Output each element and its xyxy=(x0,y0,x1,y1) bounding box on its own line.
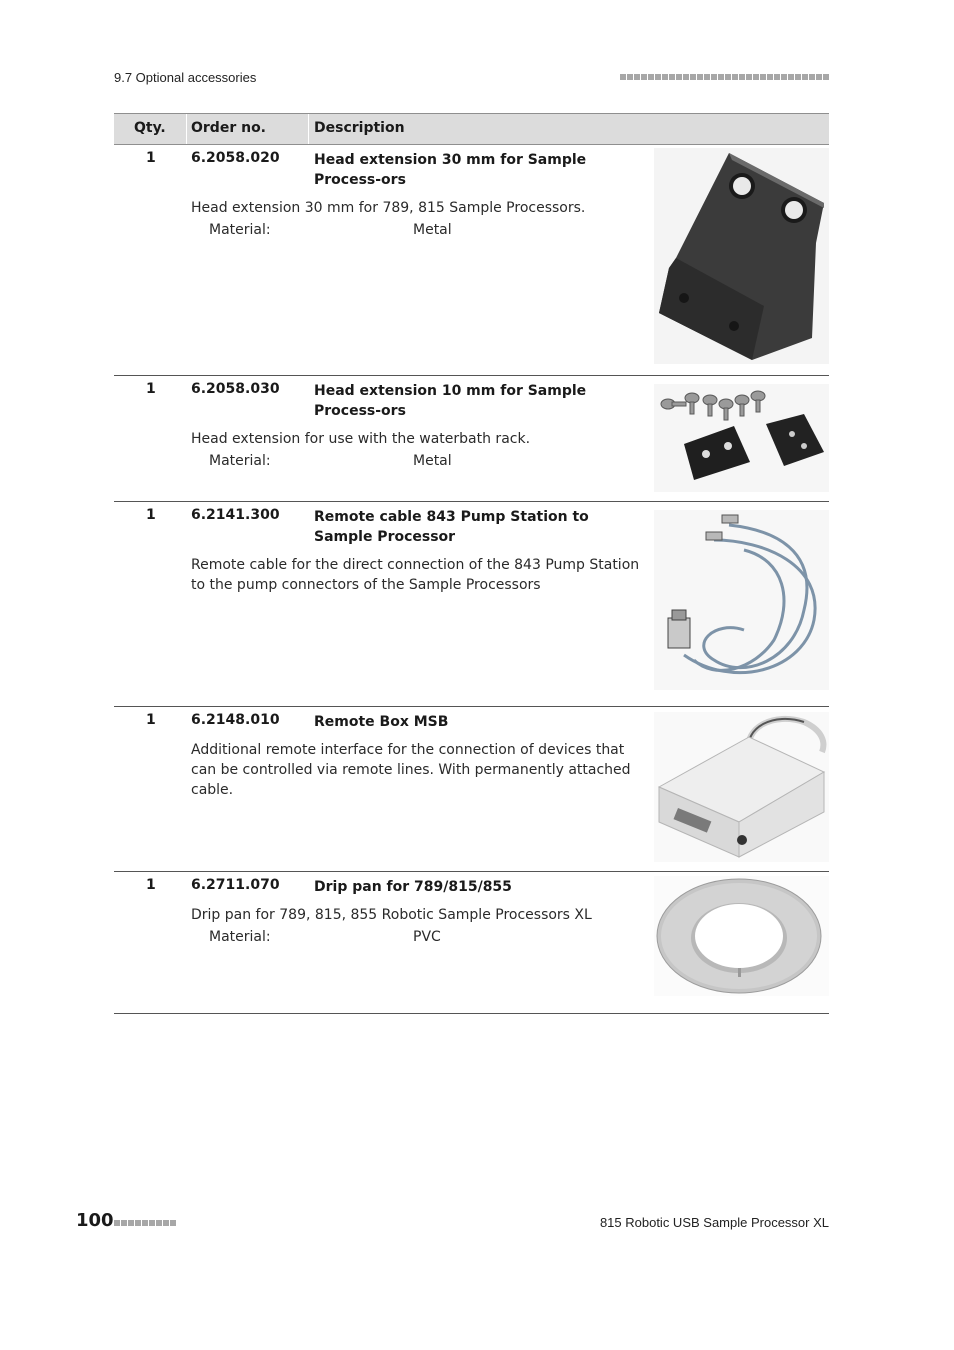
remote-cable-image xyxy=(654,510,829,690)
accessories-table xyxy=(114,113,829,1014)
row-order-no: 6.2058.020 xyxy=(191,150,280,166)
row-order-no: 6.2141.300 xyxy=(191,507,280,523)
row-qty: 1 xyxy=(146,507,156,523)
row-material-value: Metal xyxy=(413,453,452,469)
row-material-label: Material: xyxy=(209,453,271,469)
row-qty: 1 xyxy=(146,877,156,893)
column-header-order-no: Order no. xyxy=(191,120,267,136)
row-title: Head extension 10 mm for Sample Process-ors xyxy=(314,383,587,419)
table-row xyxy=(114,502,829,707)
row-material-value: Metal xyxy=(413,222,452,238)
row-material-value: PVC xyxy=(413,929,441,945)
row-description: Head extension for use with the waterbath rack. xyxy=(191,431,531,447)
running-header-section: 9.7 Optional accessories xyxy=(114,70,257,85)
footer-dot-decoration xyxy=(114,1220,176,1226)
header-dot-decoration xyxy=(620,74,829,80)
row-description: Head extension 30 mm for 789, 815 Sample Processors. xyxy=(191,200,586,216)
page-number: 100 xyxy=(76,1210,114,1231)
table-row xyxy=(114,707,829,872)
row-order-no: 6.2711.070 xyxy=(191,877,280,893)
remote-box-image xyxy=(654,712,829,862)
head-extension-10mm-image xyxy=(654,384,829,492)
row-description: Remote cable for the direct connection of the 843 Pump Station to the pump connectors of the Sample Processors xyxy=(191,557,640,593)
row-title: Head extension 30 mm for Sample Process-ors xyxy=(314,152,587,188)
row-qty: 1 xyxy=(146,712,156,728)
row-order-no: 6.2148.010 xyxy=(191,712,280,728)
row-title: Remote Box MSB xyxy=(314,714,449,730)
row-qty: 1 xyxy=(146,381,156,397)
table-header-row xyxy=(114,113,829,145)
row-description: Drip pan for 789, 815, 855 Robotic Sample Processors XL xyxy=(191,907,592,923)
drip-pan-image xyxy=(654,876,829,996)
row-description: Additional remote interface for the connection of devices that can be controlled via remote lines. With permanently attached cable. xyxy=(191,742,631,798)
document-title: 815 Robotic USB Sample Processor XL xyxy=(599,1215,829,1230)
column-header-qty: Qty. xyxy=(134,120,166,136)
table-row xyxy=(114,145,829,376)
row-title: Drip pan for 789/815/855 xyxy=(314,879,512,895)
head-extension-30mm-image xyxy=(654,148,829,364)
table-row xyxy=(114,376,829,502)
table-row xyxy=(114,872,829,1014)
row-order-no: 6.2058.030 xyxy=(191,381,280,397)
column-header-description: Description xyxy=(314,120,405,136)
row-title: Remote cable 843 Pump Station to Sample Processor xyxy=(314,509,589,545)
row-material-label: Material: xyxy=(209,929,271,945)
row-material-label: Material: xyxy=(209,222,271,238)
row-qty: 1 xyxy=(146,150,156,166)
